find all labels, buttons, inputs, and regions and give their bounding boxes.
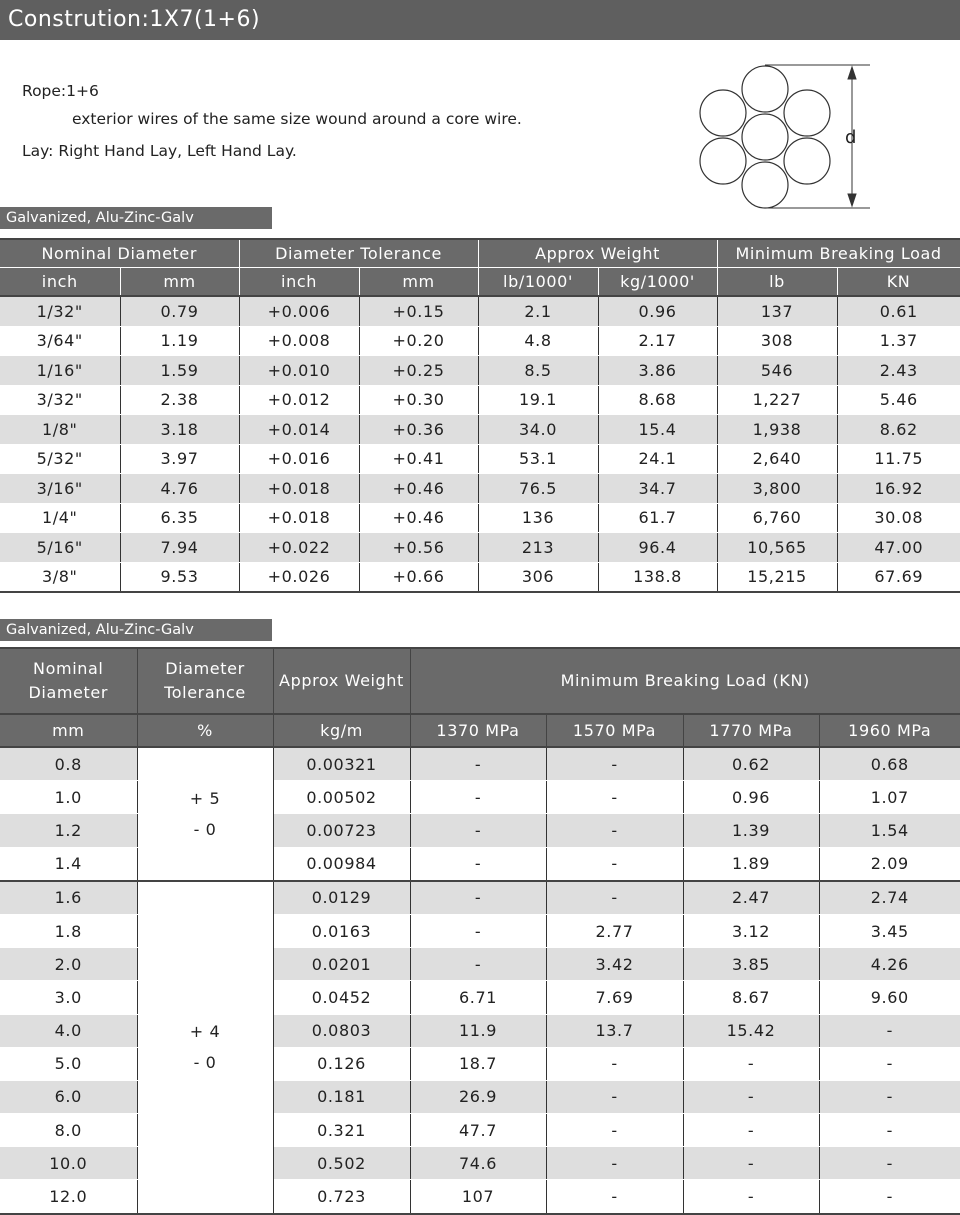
table-cell: 10,565 (717, 533, 837, 563)
table-cell: 53.1 (478, 444, 598, 474)
table-cell: 0.00502 (273, 781, 410, 814)
table-cell: +0.20 (359, 326, 478, 356)
table-cell: 15,215 (717, 562, 837, 592)
table-cell: 12.0 (0, 1180, 137, 1214)
table-cell: 1.0 (0, 781, 137, 814)
table-cell: 26.9 (410, 1080, 546, 1113)
lay-description: Lay: Right Hand Lay, Left Hand Lay. (22, 142, 297, 160)
outer-wire (742, 66, 788, 112)
table-cell: 6.71 (410, 981, 546, 1014)
table-row (0, 503, 960, 533)
core-wire (742, 114, 788, 160)
table-cell: 1,938 (717, 415, 837, 445)
rope-description: Rope:1+6 (22, 82, 99, 100)
table-cell: - (410, 881, 546, 915)
table-cell: 0.0129 (273, 881, 410, 915)
table-cell: - (546, 747, 683, 781)
tolerance-cell (137, 747, 273, 881)
table-cell: 96.4 (598, 533, 717, 563)
table-cell: 2.0 (0, 948, 137, 981)
table-cell: 4.8 (478, 326, 598, 356)
table-cell: 1.6 (0, 881, 137, 915)
table-cell: 137 (717, 296, 837, 326)
table-cell: 1.4 (0, 847, 137, 881)
table-cell: - (819, 1014, 960, 1047)
table-cell: +0.026 (239, 562, 359, 592)
table-cell: 1.59 (120, 356, 239, 386)
table-cell: 3.85 (683, 948, 819, 981)
table-cell: 3.42 (546, 948, 683, 981)
table-cell: 0.8 (0, 747, 137, 781)
table-cell: 0.61 (837, 296, 960, 326)
exterior-wire-description: exterior wires of the same size wound around a core wire. (72, 110, 522, 128)
tolerance-line: + 4 (189, 1022, 221, 1042)
tolerance-line: + 5 (189, 788, 221, 808)
table-cell: 7.69 (546, 981, 683, 1014)
table-cell: 9.53 (120, 562, 239, 592)
table-cell: 2.74 (819, 881, 960, 915)
table-cell: 1.39 (683, 814, 819, 847)
table-cell: +0.41 (359, 444, 478, 474)
table-row (0, 385, 960, 415)
table-cell: 2.47 (683, 881, 819, 915)
strand-cross-section-diagram (690, 55, 880, 215)
tolerance-cell (137, 881, 273, 1214)
table-cell: 1.07 (819, 781, 960, 814)
subheader: mm (0, 714, 137, 747)
table-cell: 2.77 (546, 914, 683, 947)
table-cell: 8.67 (683, 981, 819, 1014)
table-cell: 1/32" (0, 296, 120, 326)
table-cell: 5/16" (0, 533, 120, 563)
table-cell: 4.26 (819, 948, 960, 981)
table-cell: - (683, 1047, 819, 1080)
table-cell: +0.010 (239, 356, 359, 386)
table-cell: +0.018 (239, 474, 359, 504)
table-cell: 1.8 (0, 914, 137, 947)
table-cell: 0.723 (273, 1180, 410, 1214)
table-cell: - (683, 1114, 819, 1147)
subheader: % (137, 714, 273, 747)
table-cell: 6,760 (717, 503, 837, 533)
table-row (0, 326, 960, 356)
table-cell: 3,800 (717, 474, 837, 504)
table-cell: 8.5 (478, 356, 598, 386)
section-label-2: Galvanized, Alu-Zinc-Galv (0, 619, 272, 641)
table-cell: - (410, 814, 546, 847)
table-cell: 30.08 (837, 503, 960, 533)
table-cell: 1.2 (0, 814, 137, 847)
table-cell: 213 (478, 533, 598, 563)
table-cell: 1.54 (819, 814, 960, 847)
outer-wire (742, 162, 788, 208)
table-cell: 0.00723 (273, 814, 410, 847)
table-cell: 2,640 (717, 444, 837, 474)
outer-wire (700, 138, 746, 184)
table-cell: - (683, 1147, 819, 1180)
table-cell: - (546, 1180, 683, 1214)
table-cell: 3.45 (819, 914, 960, 947)
table-cell: 2.38 (120, 385, 239, 415)
table-cell: 2.43 (837, 356, 960, 386)
subheader: 1570 MPa (546, 714, 683, 747)
table-cell: - (410, 914, 546, 947)
table-cell: 5.46 (837, 385, 960, 415)
table-cell: 2.1 (478, 296, 598, 326)
table-cell: +0.018 (239, 503, 359, 533)
table-cell: 8.62 (837, 415, 960, 445)
table-cell: 1/4" (0, 503, 120, 533)
table-cell: +0.008 (239, 326, 359, 356)
table-cell: - (546, 1114, 683, 1147)
table-cell: - (546, 1047, 683, 1080)
table-row (0, 881, 960, 915)
table-cell: 1.37 (837, 326, 960, 356)
table-cell: - (546, 881, 683, 915)
table-row (0, 356, 960, 386)
table-cell: - (819, 1114, 960, 1147)
table-cell: 34.7 (598, 474, 717, 504)
page-title: Constrution:1X7(1+6) (0, 0, 960, 40)
table-cell: 0.68 (819, 747, 960, 781)
table-cell: 1.89 (683, 847, 819, 881)
table-cell: 6.35 (120, 503, 239, 533)
table-cell: 6.0 (0, 1080, 137, 1113)
table-cell: 308 (717, 326, 837, 356)
tolerance-line: - 0 (193, 1053, 217, 1073)
table-cell: 3.97 (120, 444, 239, 474)
table-cell: 19.1 (478, 385, 598, 415)
table-cell: 16.92 (837, 474, 960, 504)
table-cell: 0.79 (120, 296, 239, 326)
table-cell: 3.18 (120, 415, 239, 445)
table-cell: 15.4 (598, 415, 717, 445)
table-cell: 34.0 (478, 415, 598, 445)
table-cell: +0.022 (239, 533, 359, 563)
table-cell: 0.0452 (273, 981, 410, 1014)
table-cell: 67.69 (837, 562, 960, 592)
table-cell: 0.321 (273, 1114, 410, 1147)
outer-wire (784, 90, 830, 136)
table-cell: 10.0 (0, 1147, 137, 1180)
subheader: KN (837, 268, 960, 297)
table-cell: 11.9 (410, 1014, 546, 1047)
subheader: mm (120, 268, 239, 297)
table-row (0, 444, 960, 474)
header-min-breaking-load: Minimum Breaking Load (717, 239, 960, 268)
table-cell: 0.96 (598, 296, 717, 326)
table-cell: - (410, 747, 546, 781)
table-cell: - (546, 781, 683, 814)
table-cell: 4.76 (120, 474, 239, 504)
table-cell: - (819, 1047, 960, 1080)
subheader: mm (359, 268, 478, 297)
table-cell: +0.46 (359, 503, 478, 533)
table-cell: - (819, 1080, 960, 1113)
header-min-breaking-load: Minimum Breaking Load (KN) (410, 648, 960, 714)
table-row (0, 562, 960, 592)
subheader: 1770 MPa (683, 714, 819, 747)
diameter-label: d (845, 127, 857, 148)
table-cell: 2.17 (598, 326, 717, 356)
table-cell: - (410, 847, 546, 881)
table-cell: - (546, 814, 683, 847)
table-cell: 15.42 (683, 1014, 819, 1047)
table-cell: 0.181 (273, 1080, 410, 1113)
table-cell: 3/8" (0, 562, 120, 592)
table-cell: 3.0 (0, 981, 137, 1014)
table-cell: 61.7 (598, 503, 717, 533)
table-cell: 0.502 (273, 1147, 410, 1180)
table-cell: +0.46 (359, 474, 478, 504)
table-cell: 5.0 (0, 1047, 137, 1080)
table-cell: +0.014 (239, 415, 359, 445)
table-cell: 3/64" (0, 326, 120, 356)
table-cell: 136 (478, 503, 598, 533)
subheader: 1960 MPa (819, 714, 960, 747)
subheader: inch (239, 268, 359, 297)
table-cell: 0.126 (273, 1047, 410, 1080)
table-cell: 0.62 (683, 747, 819, 781)
subheader: kg/m (273, 714, 410, 747)
table-cell: 1,227 (717, 385, 837, 415)
table-cell: 8.0 (0, 1114, 137, 1147)
table-cell: - (546, 1080, 683, 1113)
subheader: inch (0, 268, 120, 297)
table-cell: +0.25 (359, 356, 478, 386)
table-cell: - (683, 1080, 819, 1113)
table-cell: 9.60 (819, 981, 960, 1014)
table-cell: - (410, 781, 546, 814)
table-cell: 5/32" (0, 444, 120, 474)
table-cell: - (683, 1180, 819, 1214)
table-cell: 76.5 (478, 474, 598, 504)
table-cell: 546 (717, 356, 837, 386)
table-cell: +0.15 (359, 296, 478, 326)
table-cell: 18.7 (410, 1047, 546, 1080)
table-row (0, 474, 960, 504)
table-cell: +0.012 (239, 385, 359, 415)
table-cell: 47.7 (410, 1114, 546, 1147)
table-cell: +0.016 (239, 444, 359, 474)
table-cell: 47.00 (837, 533, 960, 563)
table-cell: 74.6 (410, 1147, 546, 1180)
table-1x7-inch (0, 238, 960, 593)
table-cell: - (819, 1180, 960, 1214)
table-cell: 0.00984 (273, 847, 410, 881)
table-cell: 2.09 (819, 847, 960, 881)
table-cell: 8.68 (598, 385, 717, 415)
subheader: kg/1000' (598, 268, 717, 297)
section-label-1: Galvanized, Alu-Zinc-Galv (0, 207, 272, 229)
table-cell: +0.30 (359, 385, 478, 415)
outer-wire (784, 138, 830, 184)
table-row (0, 533, 960, 563)
table-cell: 306 (478, 562, 598, 592)
table-cell: 13.7 (546, 1014, 683, 1047)
table-cell: 3/32" (0, 385, 120, 415)
table-cell: 24.1 (598, 444, 717, 474)
table-cell: 1.19 (120, 326, 239, 356)
subheader: 1370 MPa (410, 714, 546, 747)
table-cell: 3.86 (598, 356, 717, 386)
subheader: lb (717, 268, 837, 297)
table-cell: +0.36 (359, 415, 478, 445)
header-approx-weight: Approx Weight (273, 648, 410, 714)
header-nominal-diameter: Nominal Diameter (0, 239, 239, 268)
table-cell: 0.96 (683, 781, 819, 814)
table-cell: 4.0 (0, 1014, 137, 1047)
table-cell: +0.56 (359, 533, 478, 563)
table-row (0, 415, 960, 445)
table-cell: 138.8 (598, 562, 717, 592)
table-cell: 1/8" (0, 415, 120, 445)
table-cell: - (546, 1147, 683, 1180)
table-row (0, 747, 960, 781)
table-row (0, 296, 960, 326)
outer-wire (700, 90, 746, 136)
header-diameter-tolerance: Diameter Tolerance (239, 239, 478, 268)
table-cell: 0.0803 (273, 1014, 410, 1047)
tolerance-line: - 0 (193, 819, 217, 839)
table-cell: 11.75 (837, 444, 960, 474)
table-cell: 1/16" (0, 356, 120, 386)
table-cell: - (546, 847, 683, 881)
table-cell: 0.0201 (273, 948, 410, 981)
table-cell: +0.66 (359, 562, 478, 592)
header-approx-weight: Approx Weight (478, 239, 717, 268)
table-cell: 107 (410, 1180, 546, 1214)
table-cell: 0.00321 (273, 747, 410, 781)
header-nominal-diameter: Nominal Diameter (0, 648, 137, 714)
table-cell: +0.006 (239, 296, 359, 326)
table-cell: 3.12 (683, 914, 819, 947)
table-cell: - (819, 1147, 960, 1180)
table-1x7-metric (0, 647, 960, 1215)
header-diameter-tolerance: Diameter Tolerance (137, 648, 273, 714)
table-cell: 0.0163 (273, 914, 410, 947)
table-cell: 7.94 (120, 533, 239, 563)
table-cell: 3/16" (0, 474, 120, 504)
table-cell: - (410, 948, 546, 981)
subheader: lb/1000' (478, 268, 598, 297)
